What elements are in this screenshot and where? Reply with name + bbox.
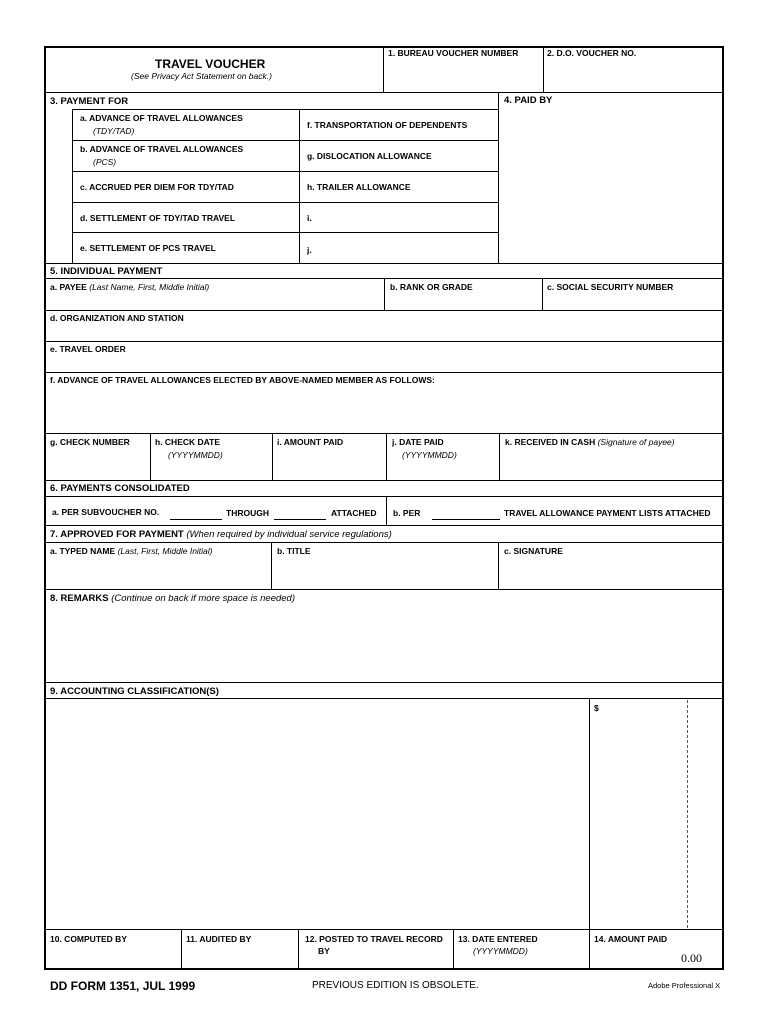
check-date-label: h. CHECK DATE: [155, 437, 221, 447]
payment-a-note: (TDY/TAD): [93, 126, 135, 136]
per-label: b. PER: [393, 508, 421, 518]
date-entered-format: (YYYYMMDD): [473, 946, 528, 956]
do-voucher-label: 2. D.O. VOUCHER NO.: [547, 48, 637, 58]
travel-order-label: e. TRAVEL ORDER: [50, 344, 126, 354]
date-entered-field[interactable]: [455, 957, 587, 968]
check-number-field[interactable]: [46, 462, 148, 479]
accounting-amount-field[interactable]: [603, 700, 685, 928]
amount-paid-field[interactable]: [274, 448, 384, 479]
obsolete-notice: PREVIOUS EDITION IS OBSOLETE.: [312, 980, 479, 991]
remarks-field[interactable]: [46, 606, 722, 680]
payment-j-field[interactable]: [318, 234, 496, 261]
travel-order-field[interactable]: [46, 355, 722, 371]
computed-by-label: 10. COMPUTED BY: [50, 934, 127, 944]
rank-label: b. RANK OR GRADE: [390, 282, 473, 292]
subvoucher-to-field[interactable]: [274, 509, 326, 520]
check-number-label: g. CHECK NUMBER: [50, 437, 130, 447]
payment-i-label: i.: [307, 213, 312, 223]
date-entered-label: 13. DATE ENTERED: [458, 934, 538, 944]
do-voucher-field[interactable]: [545, 60, 722, 92]
date-paid-field[interactable]: [388, 462, 497, 479]
payment-d-label: d. SETTLEMENT OF TDY/TAD TRAVEL: [80, 213, 236, 223]
dollar-sign: $: [594, 703, 599, 713]
amount-paid-label: i. AMOUNT PAID: [277, 437, 344, 447]
ssn-label: c. SOCIAL SECURITY NUMBER: [547, 282, 674, 292]
paid-by-label: 4. PAID BY: [504, 95, 553, 106]
approver-title-label: b. TITLE: [277, 546, 311, 556]
ssn-field[interactable]: [544, 293, 722, 309]
check-date-format: (YYYYMMDD): [168, 450, 223, 460]
approved-label: 7. APPROVED FOR PAYMENT (When required by individual service regulations): [50, 529, 392, 540]
posted-by-label: BY: [318, 946, 330, 956]
payment-h-label: h. TRAILER ALLOWANCE: [307, 182, 411, 192]
payment-c-label: c. ACCRUED PER DIEM FOR TDY/TAD: [80, 182, 234, 192]
payee-field[interactable]: [46, 293, 382, 309]
rank-field[interactable]: [386, 293, 540, 309]
lists-attached-label: TRAVEL ALLOWANCE PAYMENT LISTS ATTACHED: [504, 508, 711, 518]
amount-paid-total-value[interactable]: 0.00: [681, 951, 702, 965]
payment-a-label: a. ADVANCE OF TRAVEL ALLOWANCES: [80, 113, 243, 123]
posted-by-field[interactable]: [340, 945, 451, 968]
payment-f-label: f. TRANSPORTATION OF DEPENDENTS: [307, 120, 468, 130]
subvoucher-from-field[interactable]: [170, 509, 222, 520]
org-field[interactable]: [46, 324, 722, 340]
payment-j-label: j.: [307, 245, 312, 255]
received-signature-field[interactable]: [501, 449, 722, 479]
subvoucher-label: a. PER SUBVOUCHER NO.: [52, 507, 160, 517]
typed-name-label: a. TYPED NAME (Last, First, Middle Initial): [50, 546, 213, 556]
checkbox-d[interactable]: [46, 203, 70, 231]
accounting-label: 9. ACCOUNTING CLASSIFICATION(S): [50, 686, 219, 697]
payee-label: a. PAYEE (Last Name, First, Middle Initial): [50, 282, 210, 292]
date-paid-label: j. DATE PAID: [392, 437, 444, 447]
form-title: TRAVEL VOUCHER: [155, 57, 266, 71]
typed-name-field[interactable]: [46, 558, 269, 588]
org-label: d. ORGANIZATION AND STATION: [50, 313, 184, 323]
amount-paid-total-label: 14. AMOUNT PAID: [594, 934, 668, 944]
payment-b-note: (PCS): [93, 157, 117, 167]
form-number: DD FORM 1351, JUL 1999: [50, 979, 196, 993]
checkbox-e[interactable]: [46, 233, 70, 262]
approver-signature-field[interactable]: [500, 558, 722, 588]
per-lists-field[interactable]: [432, 509, 500, 520]
individual-payment-label: 5. INDIVIDUAL PAYMENT: [50, 266, 163, 277]
checkbox-a[interactable]: [46, 110, 70, 139]
paid-by-field[interactable]: [500, 108, 722, 262]
payment-b-label: b. ADVANCE OF TRAVEL ALLOWANCES: [80, 144, 244, 154]
payment-i-field[interactable]: [318, 204, 496, 230]
approver-signature-label: c. SIGNATURE: [504, 546, 563, 556]
payment-for-label: 3. PAYMENT FOR: [50, 96, 129, 107]
checkbox-c[interactable]: [46, 172, 70, 201]
payment-e-label: e. SETTLEMENT OF PCS TRAVEL: [80, 243, 216, 253]
attached-label: ATTACHED: [331, 508, 377, 518]
computed-by-field[interactable]: [46, 945, 179, 968]
audited-by-field[interactable]: [183, 945, 296, 968]
accounting-field[interactable]: [46, 700, 587, 928]
posted-label: 12. POSTED TO TRAVEL RECORD: [305, 934, 443, 944]
privacy-note: (See Privacy Act Statement on back.): [131, 71, 272, 81]
approver-title-field[interactable]: [273, 558, 496, 588]
remarks-label: 8. REMARKS (Continue on back if more space is needed): [50, 593, 296, 604]
software-credit: Adobe Professional X: [648, 981, 721, 990]
payment-g-label: g. DISLOCATION ALLOWANCE: [307, 151, 432, 161]
cents-divider: [687, 700, 688, 928]
bureau-voucher-field[interactable]: [385, 60, 541, 92]
advance-label: f. ADVANCE OF TRAVEL ALLOWANCES ELECTED BY ABOVE-NAMED MEMBER AS FOLLOWS:: [50, 375, 435, 385]
audited-by-label: 11. AUDITED BY: [186, 934, 252, 944]
accounting-cents-field[interactable]: [689, 700, 722, 928]
payments-consolidated-label: 6. PAYMENTS CONSOLIDATED: [50, 483, 190, 494]
advance-field[interactable]: [46, 387, 722, 431]
received-label: k. RECEIVED IN CASH (Signature of payee): [505, 437, 675, 447]
bureau-voucher-label: 1. BUREAU VOUCHER NUMBER: [388, 48, 519, 58]
checkbox-b[interactable]: [46, 141, 70, 170]
check-date-field[interactable]: [152, 462, 270, 479]
date-paid-format: (YYYYMMDD): [402, 450, 457, 460]
through-label: THROUGH: [226, 508, 269, 518]
